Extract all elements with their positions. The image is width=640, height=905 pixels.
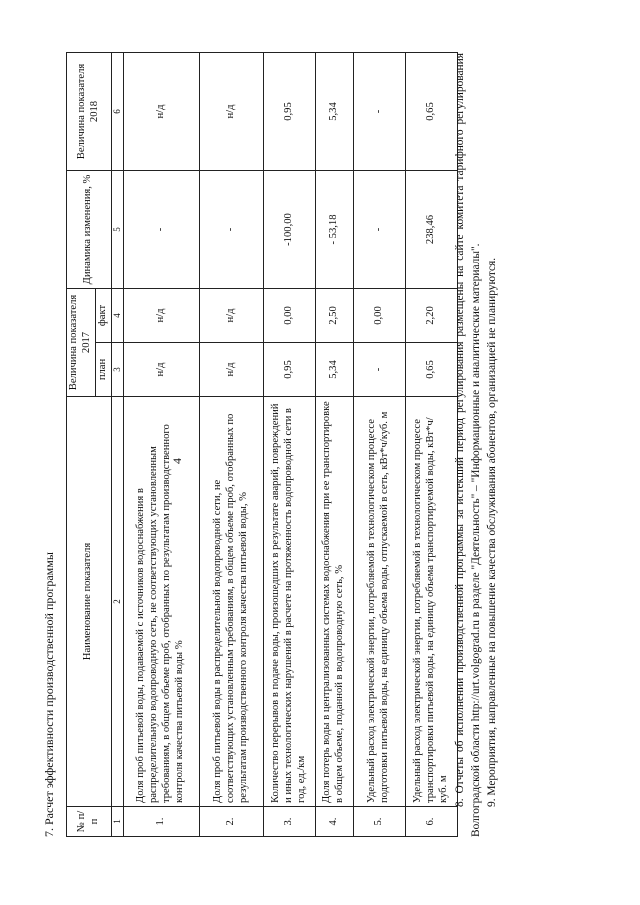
footer-notes <box>452 53 501 837</box>
indicator-name: Удельный расход электрической энергии, потребляемой в технологическом процессе подготовки питьевой воды, на единицу объема воды, отпускаемой в сеть, кВт*ч/куб. м <box>353 397 405 807</box>
row-number: 4. <box>315 807 353 837</box>
dynamics-value: -100,00 <box>263 171 315 289</box>
row-number: 3. <box>263 807 315 837</box>
col-header-dynamics: Динамика изменения, % <box>67 171 112 289</box>
fact-2017: 2,50 <box>315 289 353 343</box>
plan-2017: н/д <box>199 343 263 397</box>
table-row <box>123 53 199 837</box>
col-header-name: Наименование показателя <box>67 397 112 807</box>
table-row <box>405 53 457 837</box>
page-number: 4 <box>170 458 184 464</box>
indicator-name: Доля проб питьевой воды в распределительной водопроводной сети, не соответствующих установленным требованиям, в общем объеме проб, отобранных по результатам производственного контроля качества питьевой воды, % <box>199 397 263 807</box>
plan-2017: 0,95 <box>263 343 315 397</box>
column-number: 1 <box>111 807 123 837</box>
plan-2017: н/д <box>123 343 199 397</box>
value-2018: 5,34 <box>315 53 353 171</box>
col-header-fact: факт <box>95 289 111 343</box>
plan-2017: - <box>353 343 405 397</box>
row-number: 5. <box>353 807 405 837</box>
table-row <box>263 53 315 837</box>
fact-2017: н/д <box>123 289 199 343</box>
indicator-name: Доля проб питьевой воды, подаваемой с источников водоснабжения в распределительную водопроводную сеть, не соответствующих установленным требованиям, в общем объеме проб, отобранных по результатам производственного контроля качества питьевой воды % <box>123 397 199 807</box>
column-number: 2 <box>111 397 123 807</box>
header-row <box>67 53 96 837</box>
value-2018: 0,65 <box>405 53 457 171</box>
dynamics-value: - <box>199 171 263 289</box>
row-number: 2. <box>199 807 263 837</box>
indicator-name: Количество перерывов в подаче воды, произошедших в результате аварий, повреждений и иных технологических нарушений в расчете на протяженность водопроводной сети в год, ед./км <box>263 397 315 807</box>
col-header-value-2017: Величина показателя 2017 <box>67 289 96 397</box>
fact-2017: 0,00 <box>353 289 405 343</box>
col-header-plan: план <box>95 343 111 397</box>
table-row <box>315 53 353 837</box>
row-number: 6. <box>405 807 457 837</box>
note-measures: 9. Мероприятия, направленные на повышение качества обслуживания абонентов, организацией не планируются. <box>486 257 499 807</box>
col-header-value-2018: Величина показателя 2018 <box>67 53 112 171</box>
efficiency-table <box>66 52 458 837</box>
table-row <box>199 53 263 837</box>
column-number: 5 <box>111 171 123 289</box>
column-number-row <box>111 53 123 837</box>
indicator-name: Доля потерь воды в централизованных системах водоснабжения при ее транспортировке в общем объеме, поданной в водопроводную сеть, % <box>315 397 353 807</box>
section-title: 7. Расчет эффективности производственной программы <box>42 552 56 837</box>
dynamics-value: - 53,18 <box>315 171 353 289</box>
plan-2017: 0,65 <box>405 343 457 397</box>
plan-2017: 5,34 <box>315 343 353 397</box>
dynamics-value: 238,46 <box>405 171 457 289</box>
column-number: 4 <box>111 289 123 343</box>
dynamics-value: - <box>353 171 405 289</box>
column-number: 3 <box>111 343 123 397</box>
note-reports: 8. Отчеты об исполнении производственной программы за истекший период регулирования размещены на сайте комитета тарифного регулирования Волгоградской области http://urt.volgograd.ru в разделе "Деятельность" – "Информационные и аналитические материалы". <box>454 53 483 837</box>
value-2018: - <box>353 53 405 171</box>
fact-2017: 0,00 <box>263 289 315 343</box>
table-row <box>353 53 405 837</box>
fact-2017: н/д <box>199 289 263 343</box>
col-header-num: № п/п <box>67 807 112 837</box>
column-number: 6 <box>111 53 123 171</box>
value-2018: 0,95 <box>263 53 315 171</box>
fact-2017: 2,20 <box>405 289 457 343</box>
indicator-name: Удельный расход электрической энергии, потребляемой в технологическом процессе транспортировки питьевой воды, на единицу объема транспортируемой воды, кВт*ч/куб. м <box>405 397 457 807</box>
dynamics-value: - <box>123 171 199 289</box>
row-number: 1. <box>123 807 199 837</box>
value-2018: н/д <box>199 53 263 171</box>
value-2018: н/д <box>123 53 199 171</box>
